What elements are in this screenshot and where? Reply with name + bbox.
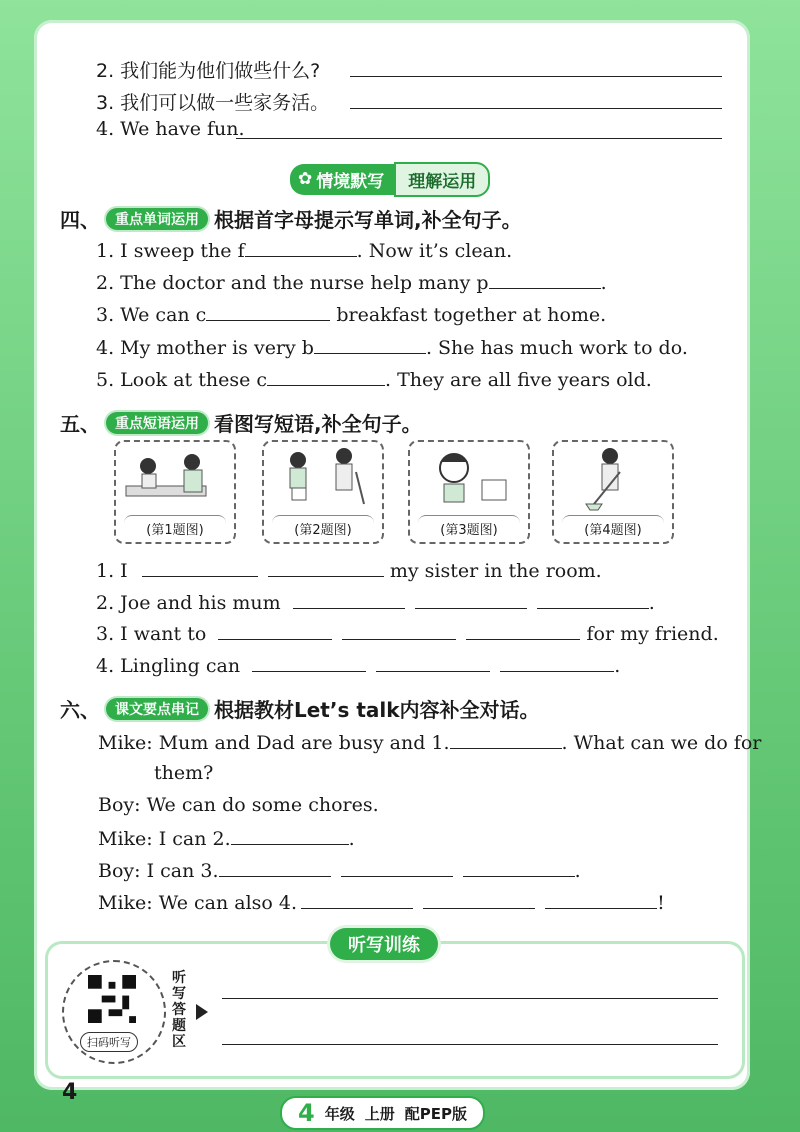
answer-blank[interactable] xyxy=(341,858,453,877)
dictation-line[interactable] xyxy=(222,998,718,999)
section-banner xyxy=(290,164,490,194)
answer-blank[interactable] xyxy=(466,621,580,640)
answer-blank[interactable] xyxy=(268,558,384,577)
answer-blank[interactable] xyxy=(245,238,357,257)
dialog-line-5: Mike: We can also 4. ! xyxy=(98,892,665,914)
dialog-line-1-cont: them? xyxy=(154,762,214,784)
section-title: 根据教材Let’s talk内容补全对话。 xyxy=(214,698,540,722)
sec4-item-4: 4. My mother is very b . She has much work to do. xyxy=(96,337,688,359)
grade-badge xyxy=(280,1096,485,1130)
dictation-tag: 听写训练 xyxy=(330,928,438,960)
dialog-line-1: Mike: Mum and Dad are busy and 1. . What can we do for xyxy=(98,732,762,754)
triangle-arrow-icon xyxy=(196,1004,208,1020)
qr-code-icon[interactable] xyxy=(88,975,136,1023)
answer-blank[interactable] xyxy=(314,335,426,354)
answer-area-label: 听写答题区 xyxy=(172,970,186,1050)
answer-blank[interactable] xyxy=(206,302,330,321)
picture-caption: (第4题图) xyxy=(562,515,664,538)
answer-blank[interactable] xyxy=(301,890,413,909)
picture-4 xyxy=(552,440,674,544)
dialog-line-3: Mike: I can 2. . xyxy=(98,828,355,850)
cleaning-together-illustration xyxy=(264,442,382,512)
sec4-item-2: 2. The doctor and the nurse help many p . xyxy=(96,272,607,294)
sec5-item-4: 4. Lingling can . xyxy=(96,655,621,677)
picture-1 xyxy=(114,440,236,544)
answer-blank[interactable] xyxy=(489,270,601,289)
sec5-item-3: 3. I want to for my friend. xyxy=(96,623,719,645)
banner-left: 情境默写 xyxy=(316,171,385,192)
sec4-item-1: 1. I sweep the f . Now it’s clean. xyxy=(96,240,513,262)
answer-blank[interactable] xyxy=(423,890,535,909)
sec5-item-2: 2. Joe and his mum . xyxy=(96,592,655,614)
picture-3 xyxy=(408,440,530,544)
answer-blank[interactable] xyxy=(342,621,456,640)
answer-blank[interactable] xyxy=(500,653,614,672)
picture-2 xyxy=(262,440,384,544)
dialog-line-2: Boy: We can do some chores. xyxy=(98,794,379,816)
boy-cooking-illustration xyxy=(410,442,528,512)
section-5-heading xyxy=(60,408,422,437)
sec5-item-1: 1. I my sister in the room. xyxy=(96,560,602,582)
picture-caption: (第3题图) xyxy=(418,515,520,538)
dictation-line[interactable] xyxy=(222,1044,718,1045)
answer-blank[interactable] xyxy=(376,653,490,672)
section-6-heading xyxy=(60,694,540,723)
answer-blank[interactable] xyxy=(218,621,332,640)
picture-caption: (第1题图) xyxy=(124,515,226,538)
sec4-item-3: 3. We can c breakfast together at home. xyxy=(96,304,607,326)
part3-line-4: 4. We have fun. xyxy=(96,118,245,140)
dialog-line-4: Boy: I can 3. . xyxy=(98,860,581,882)
answer-blank[interactable] xyxy=(252,653,366,672)
answer-blank[interactable] xyxy=(415,590,527,609)
section-4-heading xyxy=(60,204,522,233)
nurse-helping-patient-illustration xyxy=(116,442,234,512)
scan-label[interactable]: 扫码听写 xyxy=(80,1032,138,1052)
edition-label: 配PEP版 xyxy=(404,1104,467,1123)
sec4-item-5: 5. Look at these c . They are all five years old. xyxy=(96,369,652,391)
section-title: 根据首字母提示写单词,补全句子。 xyxy=(214,208,522,232)
section-number: 四、 xyxy=(60,208,100,232)
answer-blank[interactable] xyxy=(219,858,331,877)
section-tag: 课文要点串记 xyxy=(106,698,208,720)
grade-label: 年级 xyxy=(324,1104,355,1123)
answer-line[interactable] xyxy=(236,138,722,139)
grade-number: 4 xyxy=(298,1099,315,1127)
picture-caption: (第2题图) xyxy=(272,515,374,538)
section-number: 五、 xyxy=(60,412,100,436)
section-number: 六、 xyxy=(60,698,100,722)
section-tag: 重点短语运用 xyxy=(106,412,208,434)
section-tag: 重点单词运用 xyxy=(106,208,208,230)
banner-right: 理解运用 xyxy=(394,162,490,197)
answer-blank[interactable] xyxy=(545,890,657,909)
answer-blank[interactable] xyxy=(450,730,562,749)
answer-blank[interactable] xyxy=(142,558,258,577)
answer-blank[interactable] xyxy=(463,858,575,877)
page-number: 4 xyxy=(62,1080,78,1105)
term-label: 上册 xyxy=(364,1104,395,1123)
part3-line-2: 2. 我们能为他们做些什么? xyxy=(96,60,321,82)
section-title: 看图写短语,补全句子。 xyxy=(214,412,422,436)
answer-line[interactable] xyxy=(350,108,722,109)
answer-blank[interactable] xyxy=(293,590,405,609)
answer-blank[interactable] xyxy=(267,367,385,386)
medal-icon: ✿ xyxy=(298,169,313,189)
girl-sweeping-illustration xyxy=(554,442,672,512)
answer-blank[interactable] xyxy=(537,590,649,609)
answer-line[interactable] xyxy=(350,76,722,77)
answer-blank[interactable] xyxy=(231,826,349,845)
part3-line-3: 3. 我们可以做一些家务活。 xyxy=(96,92,330,114)
